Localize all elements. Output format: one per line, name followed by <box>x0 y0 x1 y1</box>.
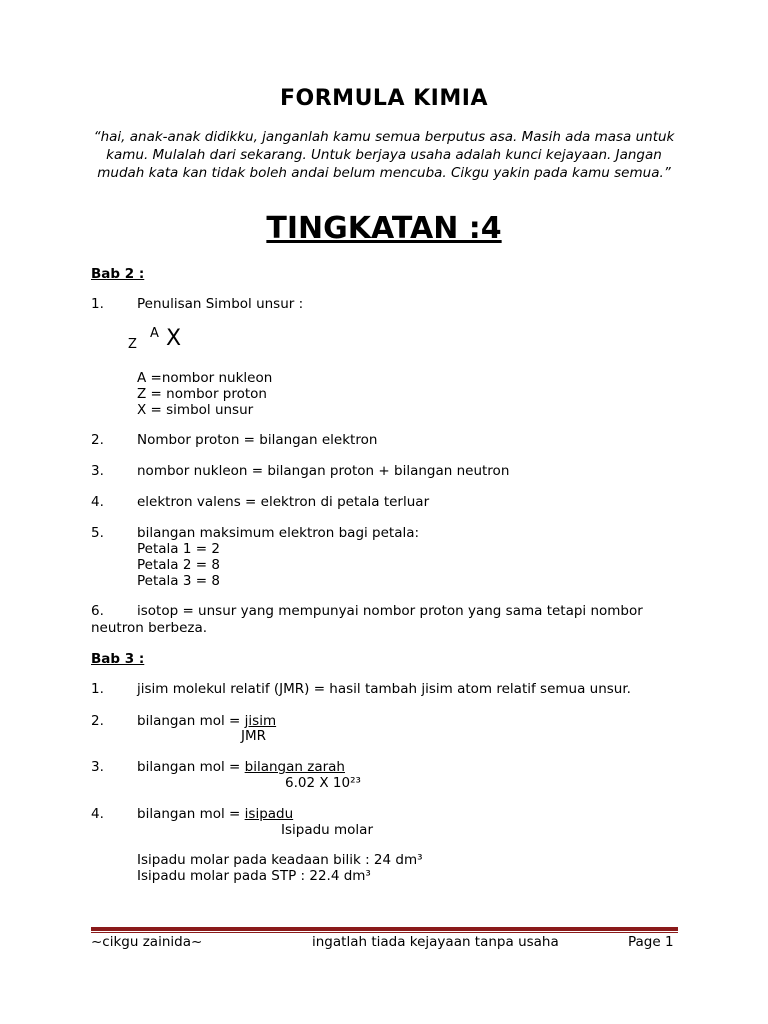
molar-volume-note: Isipadu molar pada keadaan bilik : 24 dm³ <box>137 852 423 868</box>
footer-rule <box>91 927 678 931</box>
legend-line: A =nombor nukleon <box>137 370 273 386</box>
bab2-item2-text: Nombor proton = bilangan elektron <box>137 432 378 448</box>
legend-line: X = simbol unsur <box>137 402 254 418</box>
bab2-item6-text-cont: neutron berbeza. <box>91 620 208 636</box>
formula-numerator: jisim <box>244 713 277 729</box>
bab3-heading: Bab 3 : <box>91 651 145 667</box>
bab2-item6-text: isotop = unsur yang mempunyai nombor proton yang sama tetapi nombor <box>137 603 643 619</box>
footer-rule-thin <box>91 932 678 933</box>
shell-capacity: Petala 3 = 8 <box>137 573 220 589</box>
legend-line: Z = nombor proton <box>137 386 267 402</box>
bab2-item1-text: Penulisan Simbol unsur : <box>137 296 304 312</box>
bab2-item4-num: 4. <box>91 494 104 510</box>
formula-denominator: Isipadu molar <box>281 822 374 838</box>
formula-denominator: 6.02 X 10²³ <box>285 775 361 791</box>
formula-denominator: JMR <box>241 728 267 744</box>
bab2-item1-num: 1. <box>91 296 104 312</box>
footer-page-number: Page 1 <box>628 934 674 950</box>
motivational-quote: “hai, anak-anak didikku, janganlah kamu semua berputus asa. Masih ada masa untuk kamu. Mulalah dari sekarang. Untuk berjaya usaha adalah kunci kejayaan. Jangan mudah kata kan tidak boleh andai belum mencuba. Cikgu yakin pada kamu semua.” <box>93 129 675 181</box>
bab3-item2-formula <box>137 713 276 729</box>
bab3-item1-text: jisim molekul relatif (JMR) = hasil tambah jisim atom relatif semua unsur. <box>137 681 631 697</box>
formula-prefix: bilangan mol = <box>137 759 245 775</box>
symbol-element: X <box>166 326 182 351</box>
symbol-nucleon-number: A <box>150 326 159 341</box>
bab2-item2-num: 2. <box>91 432 104 448</box>
bab2-item3-num: 3. <box>91 463 104 479</box>
bab2-item6-num: 6. <box>91 603 104 619</box>
formula-prefix: bilangan mol = <box>137 806 245 822</box>
bab2-item5-num: 5. <box>91 525 104 541</box>
formula-numerator: isipadu <box>244 806 294 822</box>
bab2-item5-text: bilangan maksimum elektron bagi petala: <box>137 525 420 541</box>
symbol-proton-number: Z <box>128 337 137 352</box>
bab2-item3-text: nombor nukleon = bilangan proton + bilangan neutron <box>137 463 510 479</box>
molar-volume-note: Isipadu molar pada STP : 22.4 dm³ <box>137 868 371 884</box>
formula-numerator: bilangan zarah <box>244 759 345 775</box>
bab3-item3-formula <box>137 759 345 775</box>
shell-capacity: Petala 2 = 8 <box>137 557 220 573</box>
bab3-item4-formula <box>137 806 293 822</box>
bab3-item4-num: 4. <box>91 806 104 822</box>
footer-motto: ingatlah tiada kejayaan tanpa usaha <box>312 934 559 950</box>
bab3-item3-num: 3. <box>91 759 104 775</box>
formula-prefix: bilangan mol = <box>137 713 245 729</box>
document-title: FORMULA KIMIA <box>280 86 488 111</box>
bab3-item2-num: 2. <box>91 713 104 729</box>
bab2-item4-text: elektron valens = elektron di petala terluar <box>137 494 430 510</box>
form-level-heading: TINGKATAN :4 <box>266 211 502 246</box>
bab3-item1-num: 1. <box>91 681 104 697</box>
bab2-heading: Bab 2 : <box>91 266 145 282</box>
footer-author: ~cikgu zainida~ <box>91 934 203 950</box>
shell-capacity: Petala 1 = 2 <box>137 541 220 557</box>
